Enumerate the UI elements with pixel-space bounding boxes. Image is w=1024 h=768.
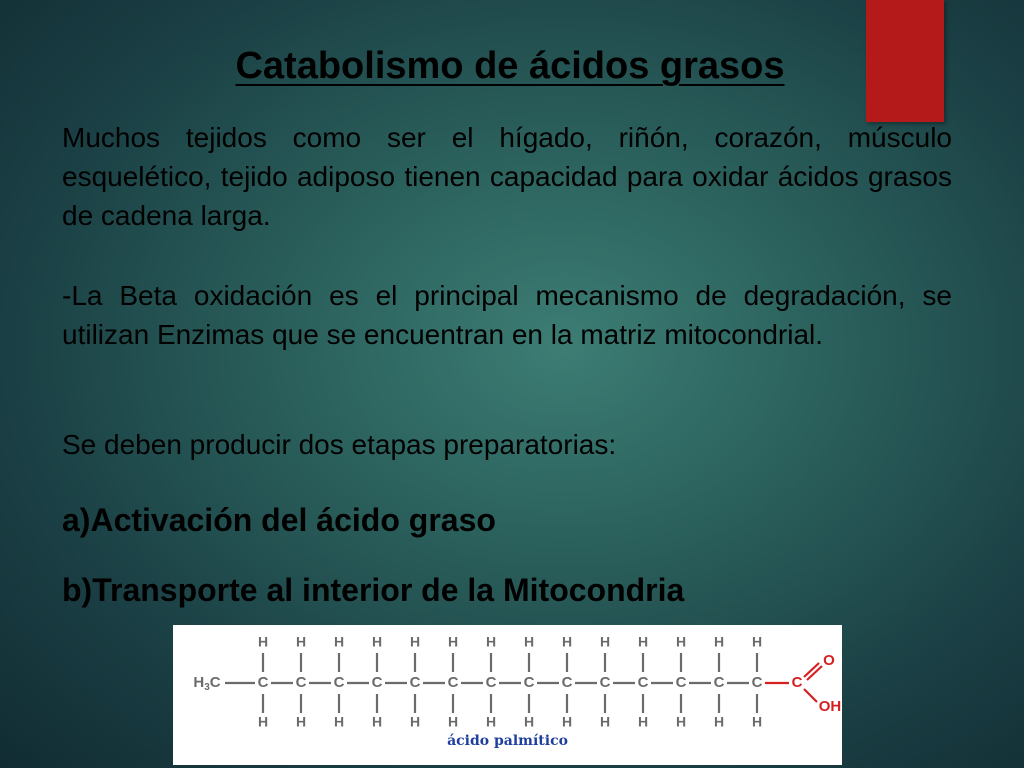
hydrogen-atom: H xyxy=(333,633,345,650)
hydrogen-atom: H xyxy=(599,713,611,730)
carbonyl-oxygen: O xyxy=(823,651,835,669)
hydrogen-atom: H xyxy=(637,633,649,650)
palmitic-acid-structure xyxy=(173,625,842,730)
step-transport: b)Transporte al interior de la Mitocondria xyxy=(62,572,685,608)
carbon-atom: C xyxy=(713,673,725,691)
hydrogen-atom: H xyxy=(295,713,307,730)
carbon-atom: C xyxy=(447,673,459,691)
hydrogen-atom: H xyxy=(409,713,421,730)
hydrogen-atom: H xyxy=(257,713,269,730)
carbon-atom: C xyxy=(409,673,421,691)
hydrogen-atom: H xyxy=(447,713,459,730)
carbon-atom: C xyxy=(637,673,649,691)
hydrogen-atom: H xyxy=(295,633,307,650)
hydrogen-atom: H xyxy=(333,713,345,730)
hydrogen-atom: H xyxy=(561,633,573,650)
hydrogen-atom: H xyxy=(675,633,687,650)
slide-title: Catabolismo de ácidos grasos xyxy=(235,45,785,87)
hydrogen-atom: H xyxy=(599,633,611,650)
hydrogen-atom: H xyxy=(447,633,459,650)
hydrogen-atom: H xyxy=(561,713,573,730)
carbon-atom: C xyxy=(751,673,763,691)
carboxyl-carbon: C xyxy=(791,673,803,691)
paragraph-preparatory-stages: Se deben producir dos etapas preparatorias: xyxy=(62,429,617,460)
carbon-atom: C xyxy=(523,673,535,691)
hydrogen-atom: H xyxy=(523,713,535,730)
hydrogen-atom: H xyxy=(675,713,687,730)
carbon-atom: C xyxy=(295,673,307,691)
carbon-atom: C xyxy=(333,673,345,691)
hydrogen-atom: H xyxy=(751,633,763,650)
palmitic-acid-figure xyxy=(173,625,842,765)
paragraph-tissues: Muchos tejidos como ser el hígado, riñón, corazón, músculo esquelético, tejido adiposo tienen capacidad para oxidar ácidos grasos de cadena larga. xyxy=(62,122,952,231)
accent-bar xyxy=(866,0,944,122)
methyl-group: $H_3C$ xyxy=(193,673,221,693)
paragraph-beta-oxidation: -La Beta oxidación es el principal mecanismo de degradación, se utilizan Enzimas que se encuentran en la matriz mitocondrial. xyxy=(62,280,952,350)
carbon-atom: C xyxy=(371,673,383,691)
step-activation: a)Activación del ácido graso xyxy=(62,502,496,538)
carbon-atom: C xyxy=(561,673,573,691)
carbon-atom: C xyxy=(485,673,497,691)
hydrogen-atom: H xyxy=(371,713,383,730)
hydrogen-atom: H xyxy=(485,633,497,650)
hydrogen-atom: H xyxy=(523,633,535,650)
hydrogen-atom: H xyxy=(637,713,649,730)
carbon-atom: C xyxy=(257,673,269,691)
hydroxyl-group: OH xyxy=(818,697,842,715)
carbon-atom: C xyxy=(599,673,611,691)
hydrogen-atom: H xyxy=(713,713,725,730)
carbon-atom: C xyxy=(675,673,687,691)
hydrogen-atom: H xyxy=(371,633,383,650)
hydrogen-atom: H xyxy=(485,713,497,730)
c-oh-bond xyxy=(804,689,817,702)
figure-caption: ácido palmítico xyxy=(447,733,568,749)
hydrogen-atom: H xyxy=(257,633,269,650)
hydrogen-atom: H xyxy=(409,633,421,650)
hydrogen-atom: H xyxy=(751,713,763,730)
hydrogen-atom: H xyxy=(713,633,725,650)
